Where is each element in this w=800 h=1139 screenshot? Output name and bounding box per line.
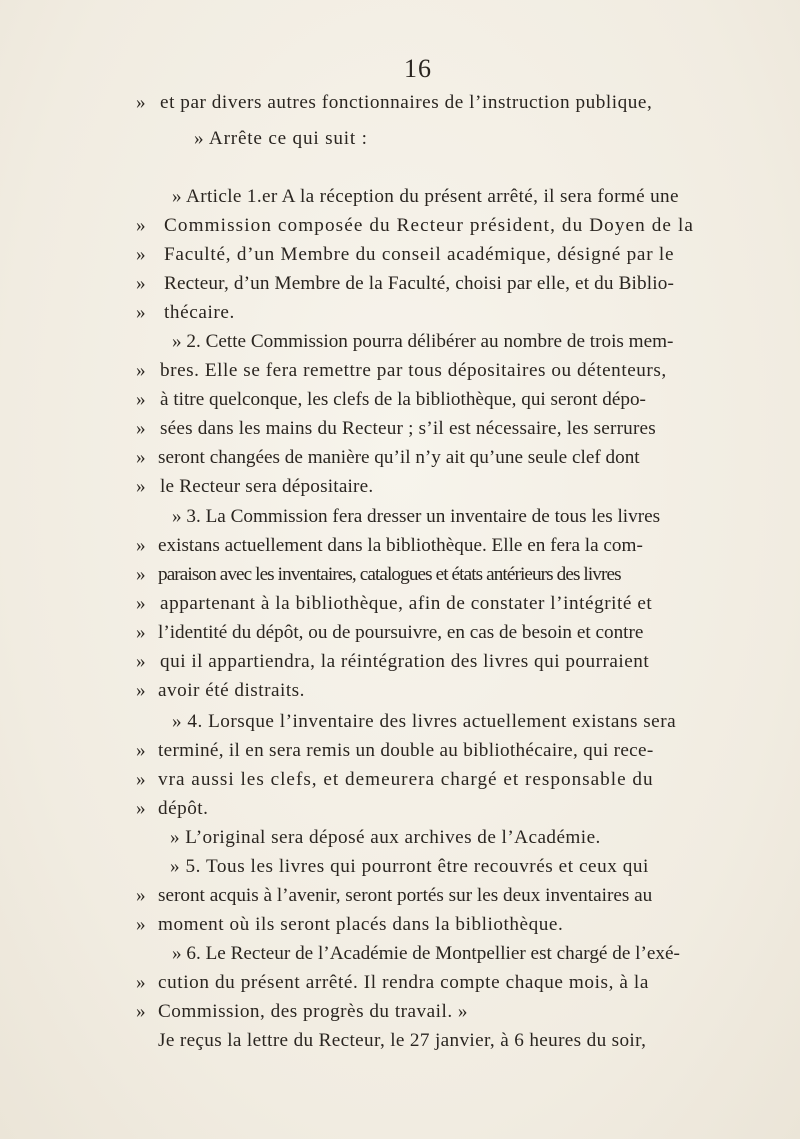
line-text: appartenant à la bibliothèque, afin de constater l’intégrité et: [160, 593, 653, 614]
quote-mark: »: [136, 622, 146, 643]
line-text: » Arrête ce qui suit :: [194, 128, 368, 149]
line-text: cution du présent arrêté. Il rendra compte chaque mois, à la: [158, 972, 649, 993]
quote-mark: »: [136, 360, 146, 381]
line-text: à titre quelconque, les clefs de la bibliothèque, qui seront dépo-: [160, 389, 646, 410]
line-text: terminé, il en sera remis un double au bibliothécaire, qui rece-: [158, 740, 654, 761]
quote-mark: »: [136, 302, 146, 323]
line-text: » 4. Lorsque l’inventaire des livres actuellement existans sera: [172, 711, 677, 732]
line-text: » 3. La Commission fera dresser un inventaire de tous les livres: [172, 506, 661, 527]
quote-mark: »: [136, 651, 146, 672]
line-text: l’identité du dépôt, ou de poursuivre, en cas de besoin et contre: [158, 622, 644, 643]
line-text: Faculté, d’un Membre du conseil académique, désigné par le: [164, 244, 675, 265]
quote-mark: »: [136, 273, 146, 294]
line-text: seront changées de manière qu’il n’y ait qu’une seule clef dont: [158, 447, 640, 468]
quote-mark: »: [136, 769, 146, 790]
quote-mark: »: [136, 389, 146, 410]
quote-mark: »: [136, 885, 146, 906]
quote-mark: »: [136, 1001, 146, 1022]
line-text: » 2. Cette Commission pourra délibérer au nombre de trois mem-: [172, 331, 674, 352]
quote-mark: »: [136, 593, 146, 614]
line-text: et par divers autres fonctionnaires de l’instruction publique,: [160, 92, 653, 113]
line-text: avoir été distraits.: [158, 680, 305, 701]
line-text: dépôt.: [158, 798, 209, 819]
quote-mark: »: [136, 476, 146, 497]
line-text: seront acquis à l’avenir, seront portés sur les deux inventaires au: [158, 885, 653, 906]
line-text: vra aussi les clefs, et demeurera chargé et responsable du: [158, 769, 654, 790]
line-text: Commission, des progrès du travail. »: [158, 1001, 469, 1022]
line-text: paraison avec les inventaires, catalogues et états antérieurs des livres: [158, 564, 621, 585]
page-number: 16: [404, 54, 432, 83]
quote-mark: »: [136, 215, 146, 236]
line-text: » 5. Tous les livres qui pourront être recouvrés et ceux qui: [170, 856, 649, 877]
quote-mark: »: [136, 92, 146, 113]
quote-mark: »: [136, 418, 146, 439]
quote-mark: »: [136, 535, 146, 556]
line-text: le Recteur sera dépositaire.: [160, 476, 374, 497]
line-text: » L’original sera déposé aux archives de l’Académie.: [170, 827, 601, 848]
quote-mark: »: [136, 740, 146, 761]
quote-mark: »: [136, 972, 146, 993]
line-text: qui il appartiendra, la réintégration des livres qui pourraient: [160, 651, 650, 672]
line-text: thécaire.: [164, 302, 235, 323]
quote-mark: »: [136, 798, 146, 819]
line-text: sées dans les mains du Recteur ; s’il est nécessaire, les serrures: [160, 418, 656, 439]
line-text: existans actuellement dans la bibliothèque. Elle en fera la com-: [158, 535, 643, 556]
line-text: Recteur, d’un Membre de la Faculté, choisi par elle, et du Biblio-: [164, 273, 674, 294]
line-text: » Article 1.er A la réception du présent arrêté, il sera formé une: [172, 186, 679, 207]
quote-mark: »: [136, 914, 146, 935]
quote-mark: »: [136, 244, 146, 265]
line-text: Commission composée du Recteur président, du Doyen de la: [164, 215, 694, 236]
quote-mark: »: [136, 447, 146, 468]
line-text: » 6. Le Recteur de l’Académie de Montpellier est chargé de l’exé-: [172, 943, 680, 964]
line-text: Je reçus la lettre du Recteur, le 27 janvier, à 6 heures du soir,: [158, 1030, 647, 1051]
quote-mark: »: [136, 680, 146, 701]
line-text: moment où ils seront placés dans la bibliothèque.: [158, 914, 564, 935]
quote-mark: »: [136, 564, 146, 585]
line-text: bres. Elle se fera remettre par tous dépositaires ou détenteurs,: [160, 360, 667, 381]
